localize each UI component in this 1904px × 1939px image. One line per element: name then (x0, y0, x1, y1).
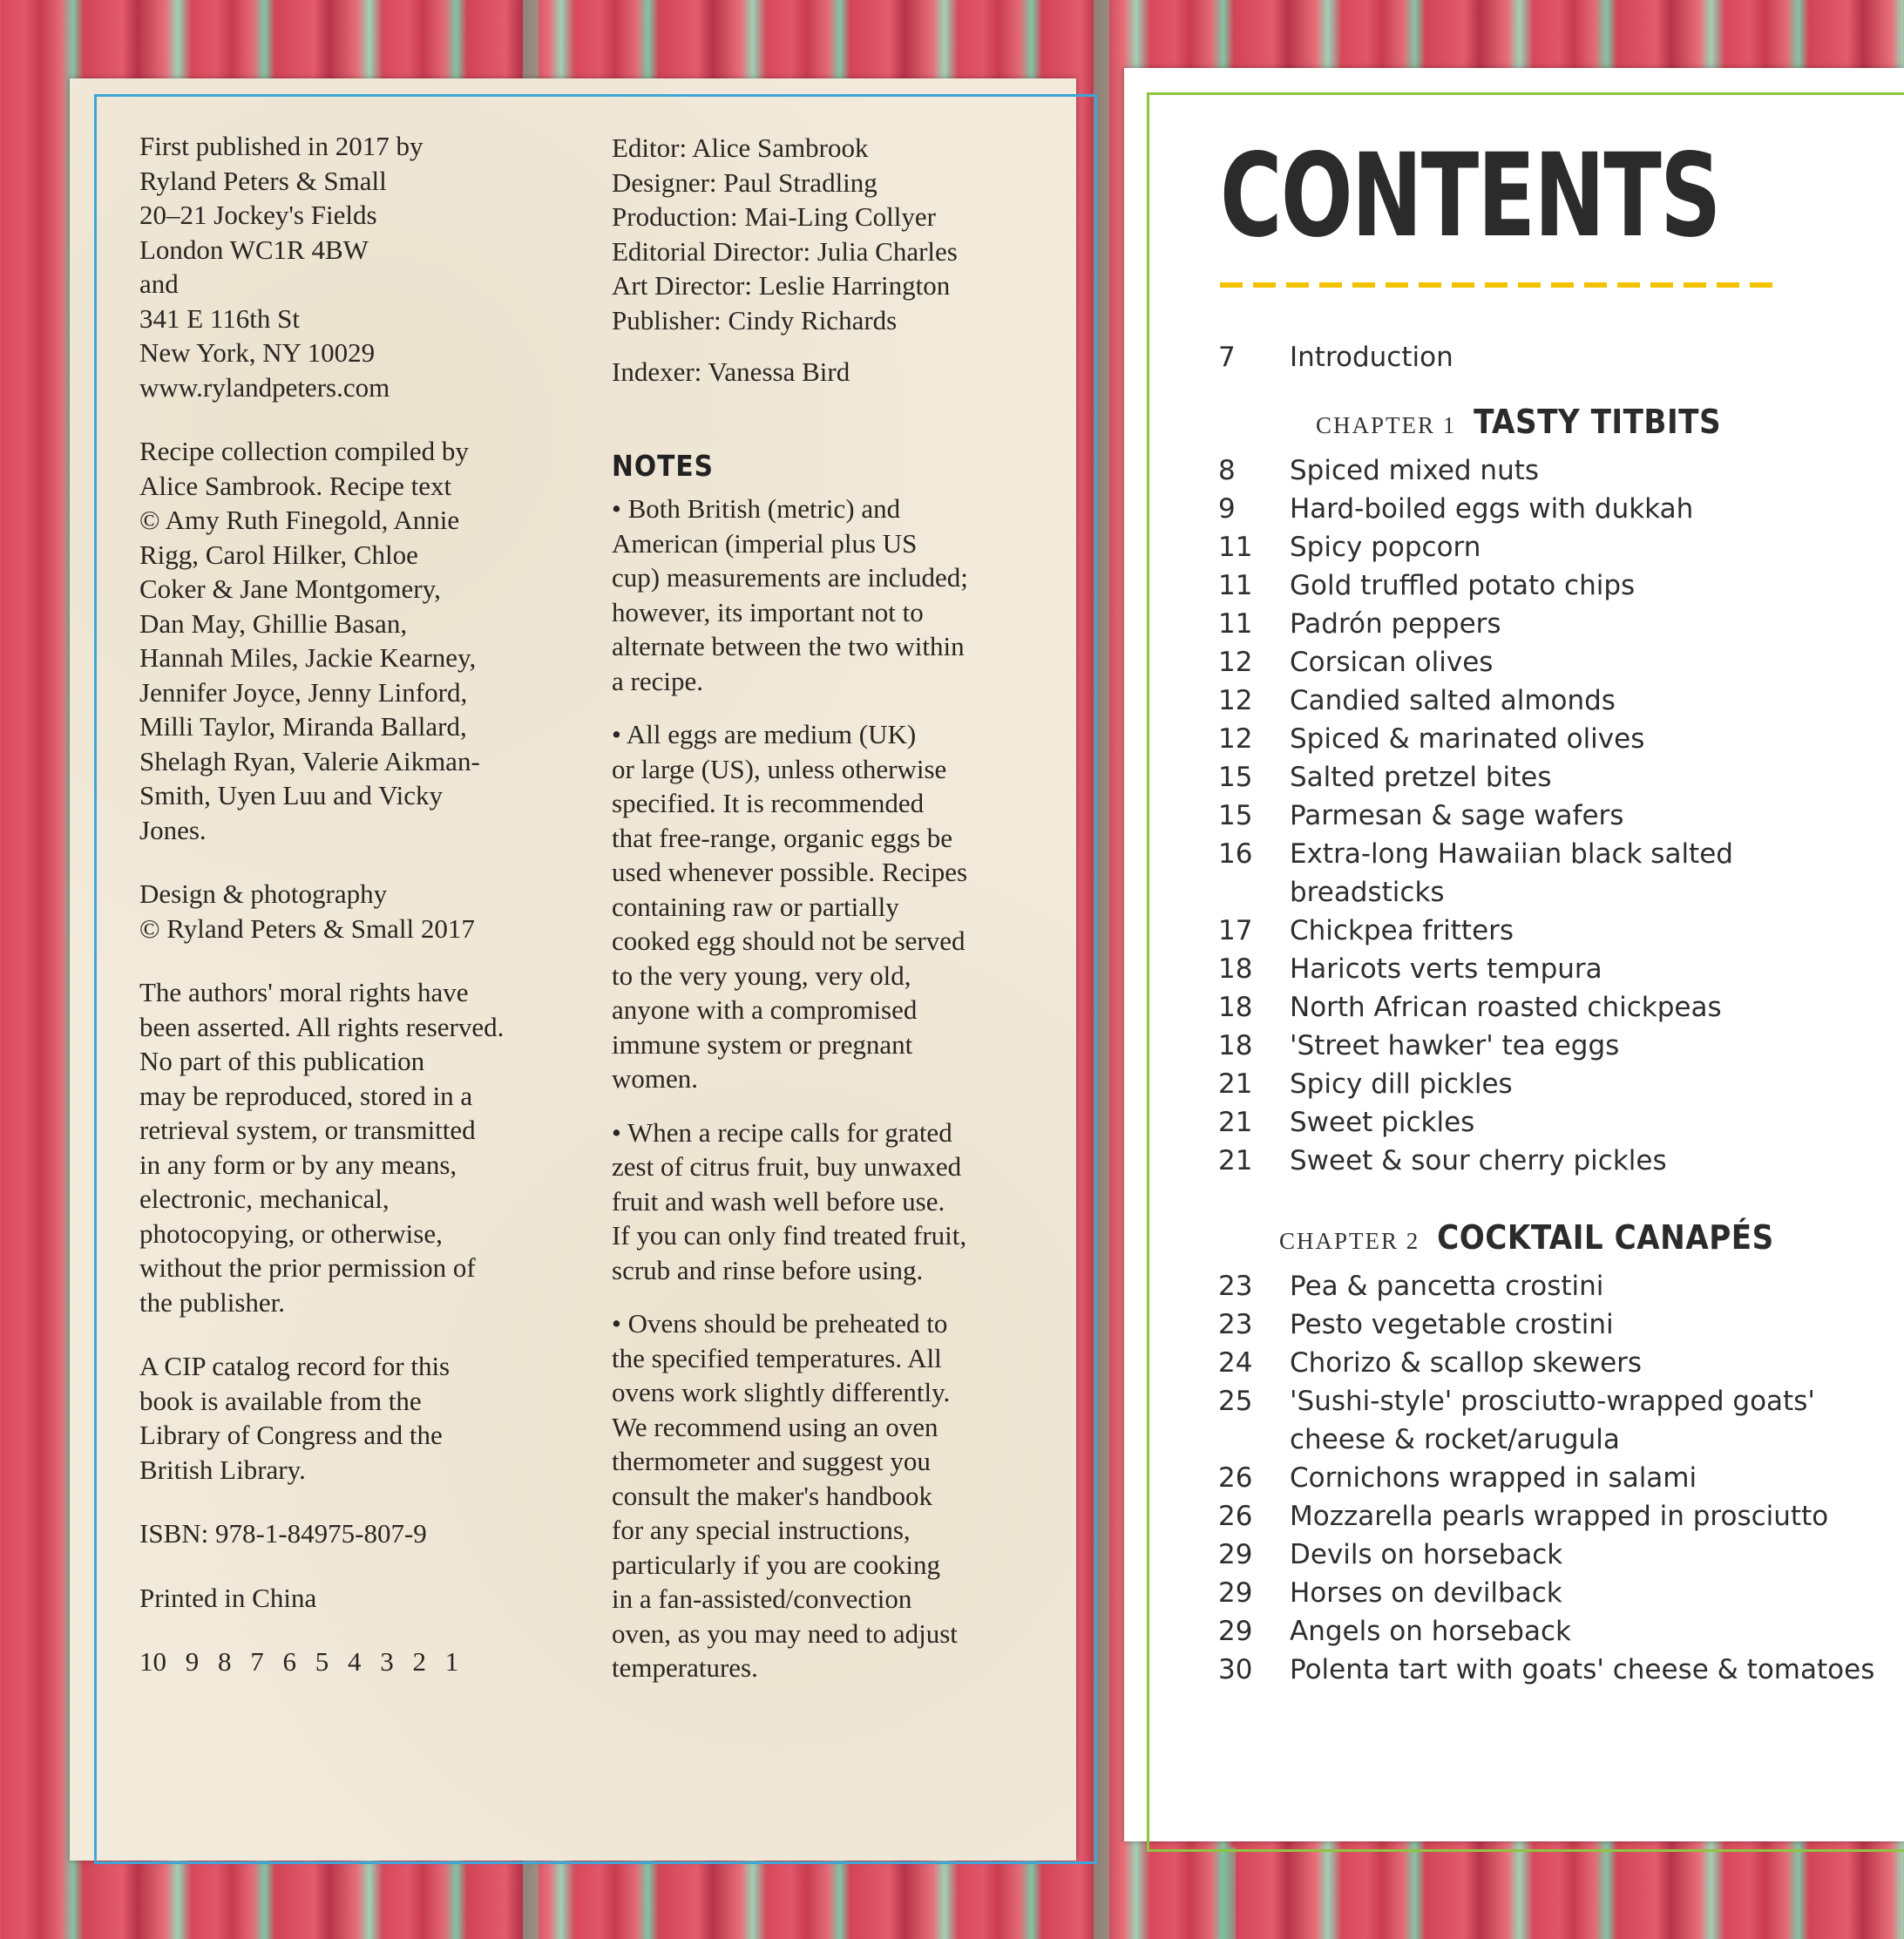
text-line: Dan May, Ghillie Basan, (139, 607, 408, 639)
toc-page-number: 18 (1218, 992, 1253, 1023)
imprint-left-column (139, 129, 558, 1709)
table-of-contents (1218, 338, 1880, 1689)
note-measurements (612, 492, 1065, 698)
toc-page-number: 15 (1218, 800, 1253, 831)
toc-entry-title: Introduction (1290, 342, 1453, 373)
text-line: Recipe collection compiled by (139, 436, 469, 466)
toc-entry[interactable] (1218, 1344, 1880, 1382)
toc-entry-title: Spiced mixed nuts (1290, 455, 1540, 486)
text-line: immune system or pregnant (612, 1028, 913, 1060)
text-line: consult the maker's handbook (612, 1480, 933, 1511)
text-line: Ryland Peters & Small (139, 165, 387, 196)
toc-page-number: 29 (1218, 1577, 1253, 1609)
text-line: www.rylandpeters.com (139, 371, 390, 403)
toc-entry[interactable] (1218, 1651, 1880, 1689)
rights-notice (139, 975, 558, 1319)
toc-entry-title: Extra-long Hawaiian black salted breadsticks (1290, 838, 1733, 908)
toc-entry-title: Gold truffled potato chips (1290, 570, 1636, 601)
text-line: New York, NY 10029 (139, 337, 376, 368)
toc-entry-title: Chickpea fritters (1290, 915, 1514, 946)
toc-entry-title: Haricots verts tempura (1290, 953, 1602, 985)
text-line: for any special instructions, (612, 1515, 911, 1545)
text-line: Shelagh Ryan, Valerie Aikman- (139, 745, 480, 776)
text-line: Designer: Paul Stradling (612, 166, 877, 198)
toc-entry-title: Mozzarella pearls wrapped in prosciutto (1290, 1501, 1829, 1532)
toc-entry-title: 'Street hawker' tea eggs (1290, 1030, 1620, 1061)
text-line: ovens work slightly differently. (612, 1377, 951, 1407)
text-line: and (139, 268, 179, 299)
toc-entry[interactable] (1218, 988, 1880, 1027)
toc-entry-title: North African roasted chickpeas (1290, 992, 1722, 1023)
toc-entry[interactable] (1218, 1574, 1880, 1612)
toc-entry[interactable] (1218, 912, 1880, 950)
text-line: The authors' moral rights have (139, 977, 469, 1007)
contents-page (1124, 68, 1904, 1841)
toc-entry[interactable] (1218, 1142, 1880, 1180)
toc-entry[interactable] (1218, 1459, 1880, 1497)
toc-entry[interactable] (1218, 1382, 1880, 1459)
dashed-rule (1220, 282, 1778, 288)
toc-entry-title: Parmesan & sage wafers (1290, 800, 1624, 831)
design-credit (139, 877, 558, 946)
toc-entry-title: Pea & pancetta crostini (1290, 1271, 1604, 1302)
toc-entry-title: Spiced & marinated olives (1290, 723, 1645, 755)
publisher-address (139, 129, 558, 404)
toc-entry-title: Corsican olives (1290, 647, 1494, 678)
toc-page-number: 17 (1218, 915, 1253, 946)
toc-entry-title: Spicy popcorn (1290, 532, 1481, 563)
toc-page-number: 25 (1218, 1386, 1253, 1417)
recipe-credits (139, 434, 558, 847)
text-line: in any form or by any means, (139, 1149, 457, 1180)
toc-entry[interactable] (1218, 1536, 1880, 1574)
note-ovens (612, 1306, 1065, 1685)
text-line: Jennifer Joyce, Jenny Linford, (139, 676, 468, 708)
toc-page-number: 21 (1218, 1145, 1253, 1176)
toc-entry-title: Devils on horseback (1290, 1539, 1563, 1570)
chapter-1-heading (1218, 403, 1880, 441)
text-line: Editor: Alice Sambrook (612, 132, 869, 163)
text-line: containing raw or partially (612, 891, 899, 922)
text-line: scrub and rinse before using. (612, 1254, 924, 1285)
toc-entry-title: Padrón peppers (1290, 608, 1501, 640)
text-line: been asserted. All rights reserved. (139, 1011, 505, 1042)
text-line: • Both British (metric) and (612, 493, 901, 524)
toc-entry-title: Candied salted almonds (1290, 685, 1616, 716)
text-line: British Library. (139, 1454, 306, 1485)
toc-entry[interactable] (1218, 681, 1880, 720)
text-line: temperatures. (612, 1652, 758, 1683)
toc-entry[interactable] (1218, 451, 1880, 490)
text-line: Production: Mai-Ling Collyer (612, 201, 936, 232)
toc-page-number: 12 (1218, 647, 1253, 678)
text-line: Jones. (139, 814, 207, 845)
text-line: the publisher. (139, 1286, 286, 1318)
text-line: Design & photography (139, 878, 388, 909)
toc-entry[interactable] (1218, 605, 1880, 643)
isbn: ISBN: 978-1-84975-807-9 (139, 1518, 427, 1549)
text-line: retrieval system, or transmitted (139, 1115, 476, 1145)
toc-page-number: 11 (1218, 608, 1253, 640)
text-line: 341 E 116th St (139, 302, 301, 334)
toc-page-number: 21 (1218, 1107, 1253, 1138)
toc-page-number: 11 (1218, 532, 1253, 563)
toc-entry[interactable] (1218, 758, 1880, 797)
toc-page-number: 23 (1218, 1271, 1253, 1302)
toc-page-number: 7 (1218, 342, 1236, 373)
text-line: or large (US), unless otherwise (612, 753, 947, 784)
toc-page-number: 26 (1218, 1501, 1253, 1532)
toc-entry[interactable] (1218, 1103, 1880, 1142)
printed-in: Printed in China (139, 1582, 317, 1613)
toc-page-number: 9 (1218, 493, 1236, 525)
text-line: © Amy Ruth Finegold, Annie (139, 505, 460, 535)
text-line: Hannah Miles, Jackie Kearney, (139, 642, 477, 673)
toc-page-number: 16 (1218, 838, 1253, 870)
note-citrus (612, 1115, 1065, 1288)
text-line: thermometer and suggest you (612, 1446, 931, 1476)
toc-entry[interactable] (1218, 1497, 1880, 1536)
toc-page-number: 21 (1218, 1068, 1253, 1100)
toc-entry[interactable] (1218, 835, 1880, 912)
text-line: photocopying, or otherwise, (139, 1217, 443, 1249)
toc-page-number: 8 (1218, 455, 1236, 486)
imprint-right-column (612, 131, 1065, 1705)
toc-entry-title: Spicy dill pickles (1290, 1068, 1513, 1100)
toc-page-number: 15 (1218, 762, 1253, 793)
text-line: Smith, Uyen Luu and Vicky (139, 780, 444, 810)
text-line: used whenever possible. Recipes (612, 857, 968, 887)
text-line: may be reproduced, stored in a (139, 1080, 473, 1111)
text-line: Publisher: Cindy Richards (612, 304, 898, 336)
indexer-credit: Indexer: Vanessa Bird (612, 356, 850, 387)
text-line: that free-range, organic eggs be (612, 822, 953, 853)
chapter-2-entries (1218, 1267, 1880, 1689)
text-line: If you can only find treated fruit, (612, 1220, 967, 1251)
text-line: anyone with a compromised (612, 994, 918, 1025)
chapter-label: CHAPTER 1 (1316, 412, 1457, 438)
toc-page-number: 12 (1218, 685, 1253, 716)
text-line: electronic, mechanical, (139, 1183, 390, 1214)
toc-entry-title: Chorizo & scallop skewers (1290, 1347, 1643, 1379)
text-line: We recommend using an oven (612, 1411, 938, 1442)
toc-entry[interactable] (1218, 1267, 1880, 1305)
text-line: to the very young, very old, (612, 959, 911, 991)
text-line: Milli Taylor, Miranda Ballard, (139, 711, 467, 742)
toc-entry-title: 'Sushi-style' prosciutto-wrapped goats' cheese & rocket/arugula (1290, 1386, 1815, 1455)
toc-entry-title: Cornichons wrapped in salami (1290, 1462, 1697, 1494)
toc-entry[interactable] (1218, 950, 1880, 988)
toc-entry-introduction[interactable] (1218, 338, 1880, 376)
toc-entry-title: Sweet pickles (1290, 1107, 1475, 1138)
text-line: American (imperial plus US (612, 527, 918, 559)
toc-page-number: 29 (1218, 1616, 1253, 1647)
text-line: First published in 2017 by (139, 131, 423, 161)
toc-page-number: 26 (1218, 1462, 1253, 1494)
text-line: the specified temperatures. All (612, 1342, 942, 1373)
toc-entry-title: Polenta tart with goats' cheese & tomatoes (1290, 1654, 1875, 1685)
toc-entry[interactable] (1218, 566, 1880, 605)
toc-page-number: 18 (1218, 1030, 1253, 1061)
toc-entry[interactable] (1218, 1065, 1880, 1103)
text-line: zest of citrus fruit, buy unwaxed (612, 1151, 962, 1182)
text-line: Alice Sambrook. Recipe text (139, 470, 452, 501)
toc-entry-title: Salted pretzel bites (1290, 762, 1552, 793)
toc-entry[interactable] (1218, 1305, 1880, 1344)
text-line: 20–21 Jockey's Fields (139, 200, 377, 230)
toc-entry[interactable] (1218, 797, 1880, 835)
notes-heading: NOTES (612, 448, 715, 483)
chapter-name: TASTY TITBITS (1474, 403, 1722, 441)
text-line: A CIP catalog record for this (139, 1351, 451, 1381)
toc-entry[interactable] (1218, 528, 1880, 566)
text-line: • When a recipe calls for grated (612, 1116, 952, 1148)
print-run-numbers: 10 9 8 7 6 5 4 3 2 1 (139, 1646, 459, 1677)
toc-entry-title: Pesto vegetable crostini (1290, 1309, 1614, 1340)
toc-page-number: 24 (1218, 1347, 1253, 1379)
toc-entry-title: Angels on horseback (1290, 1616, 1571, 1647)
chapter-name: COCKTAIL CANAPÉS (1437, 1218, 1774, 1257)
toc-entry-title: Horses on devilback (1290, 1577, 1562, 1609)
toc-page-number: 29 (1218, 1539, 1253, 1570)
text-line: specified. It is recommended (612, 788, 925, 818)
text-line: • All eggs are medium (UK) (612, 719, 917, 749)
text-line: without the prior permission of (139, 1252, 476, 1283)
text-line: • Ovens should be preheated to (612, 1308, 948, 1339)
toc-entry-title: Hard-boiled eggs with dukkah (1290, 493, 1694, 525)
staff-credits (612, 131, 1065, 337)
chapter-label: CHAPTER 2 (1279, 1228, 1420, 1254)
text-line: cup) measurements are included; (612, 562, 968, 593)
toc-page-number: 12 (1218, 723, 1253, 755)
text-line: fruit and wash well before use. (612, 1185, 945, 1217)
toc-page-number: 18 (1218, 953, 1253, 985)
text-line: alternate between the two within (612, 631, 965, 661)
text-line: Rigg, Carol Hilker, Chloe (139, 539, 418, 570)
text-line: London WC1R 4BW (139, 234, 369, 265)
text-line: Editorial Director: Julia Charles (612, 235, 958, 267)
text-line: oven, as you may need to adjust (612, 1617, 958, 1649)
toc-page-number: 11 (1218, 570, 1253, 601)
toc-entry[interactable] (1218, 720, 1880, 758)
toc-page-number: 23 (1218, 1309, 1253, 1340)
wood-background-stripe (1220, 1847, 1236, 1939)
text-line: women. (612, 1063, 699, 1094)
toc-entry[interactable] (1218, 643, 1880, 681)
text-line: however, its important not to (612, 596, 924, 627)
text-line: Art Director: Leslie Harrington (612, 270, 951, 301)
text-line: particularly if you are cooking (612, 1549, 941, 1580)
text-line: Library of Congress and the (139, 1420, 443, 1450)
chapter-1-entries (1218, 451, 1880, 1180)
toc-entry[interactable] (1218, 490, 1880, 528)
text-line: in a fan-assisted/convection (612, 1583, 912, 1614)
text-line: book is available from the (139, 1385, 422, 1416)
text-line: No part of this publication (139, 1046, 425, 1076)
note-eggs (612, 717, 1065, 1096)
text-line: Coker & Jane Montgomery, (139, 573, 441, 604)
toc-entry[interactable] (1218, 1027, 1880, 1065)
chapter-2-heading (1218, 1218, 1880, 1257)
contents-title: CONTENTS (1220, 129, 1720, 263)
text-line: a recipe. (612, 665, 703, 696)
imprint-page (70, 78, 1076, 1861)
text-line: © Ryland Peters & Small 2017 (139, 912, 475, 944)
toc-page-number: 30 (1218, 1654, 1253, 1685)
text-line: cooked egg should not be served (612, 925, 966, 956)
toc-entry-title: Sweet & sour cherry pickles (1290, 1145, 1667, 1176)
cip-record (139, 1349, 558, 1487)
toc-entry[interactable] (1218, 1612, 1880, 1651)
